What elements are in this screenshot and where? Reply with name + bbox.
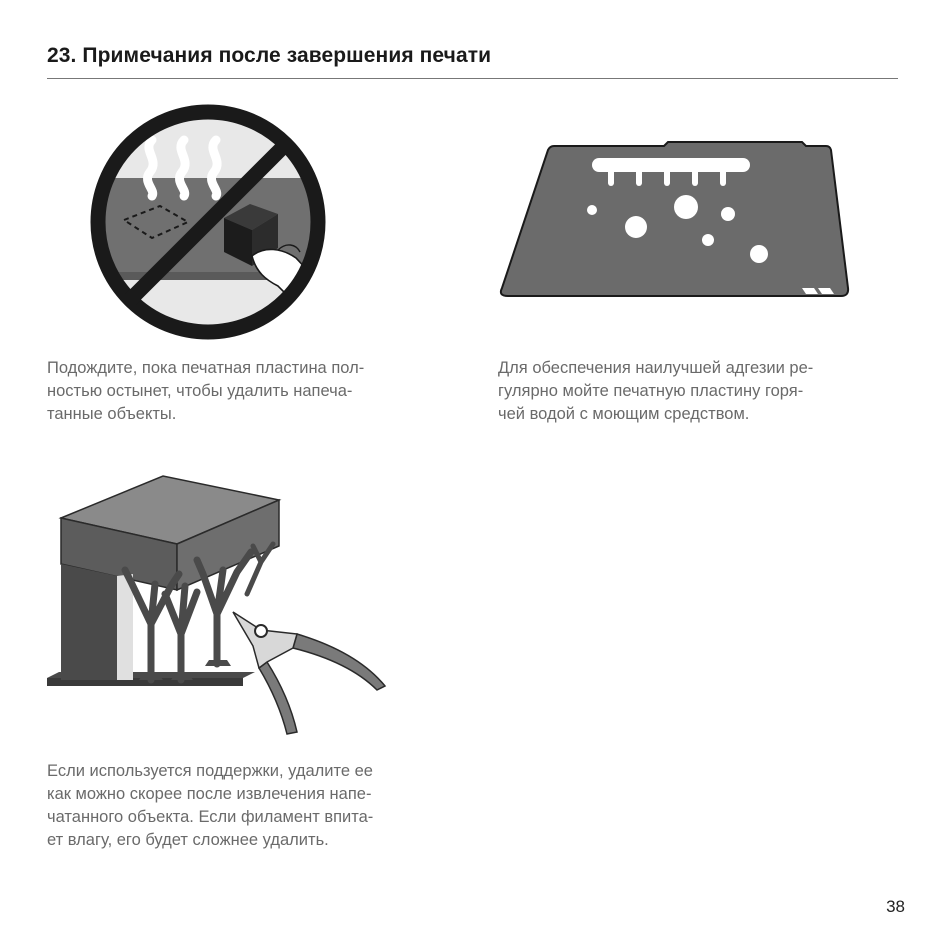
- caption-line: чей водой с моющим средством.: [498, 405, 750, 423]
- caption-line: танные объекты.: [47, 405, 177, 423]
- section-heading: 23. Примечания после завершения печати: [47, 44, 492, 67]
- caption-line: гулярно мойте печатную пластину горя-: [498, 382, 804, 400]
- page-number: 38: [886, 897, 905, 916]
- caption-line: как можно скорее после извлечения напе-: [47, 785, 372, 803]
- remove-supports-caption: [47, 760, 373, 852]
- caption-line: Для обеспечения наилучшей адгезии ре-: [498, 359, 814, 377]
- support-removal-icon: [47, 474, 387, 736]
- build-plate-icon: [496, 138, 852, 300]
- heading-divider: [47, 78, 898, 79]
- wash-plate-caption: [498, 357, 813, 426]
- hot-plate-prohibited-icon: [82, 96, 334, 348]
- caption-line: Подождите, пока печатная пластина пол-: [47, 359, 365, 377]
- cool-plate-caption: [47, 357, 364, 426]
- caption-line: ностью остынет, чтобы удалить напеча-: [47, 382, 353, 400]
- caption-line: чатанного объекта. Если филамент впита-: [47, 808, 374, 826]
- caption-line: Если используется поддержки, удалите ее: [47, 762, 373, 780]
- caption-line: ет влагу, его будет сложнее удалить.: [47, 831, 329, 849]
